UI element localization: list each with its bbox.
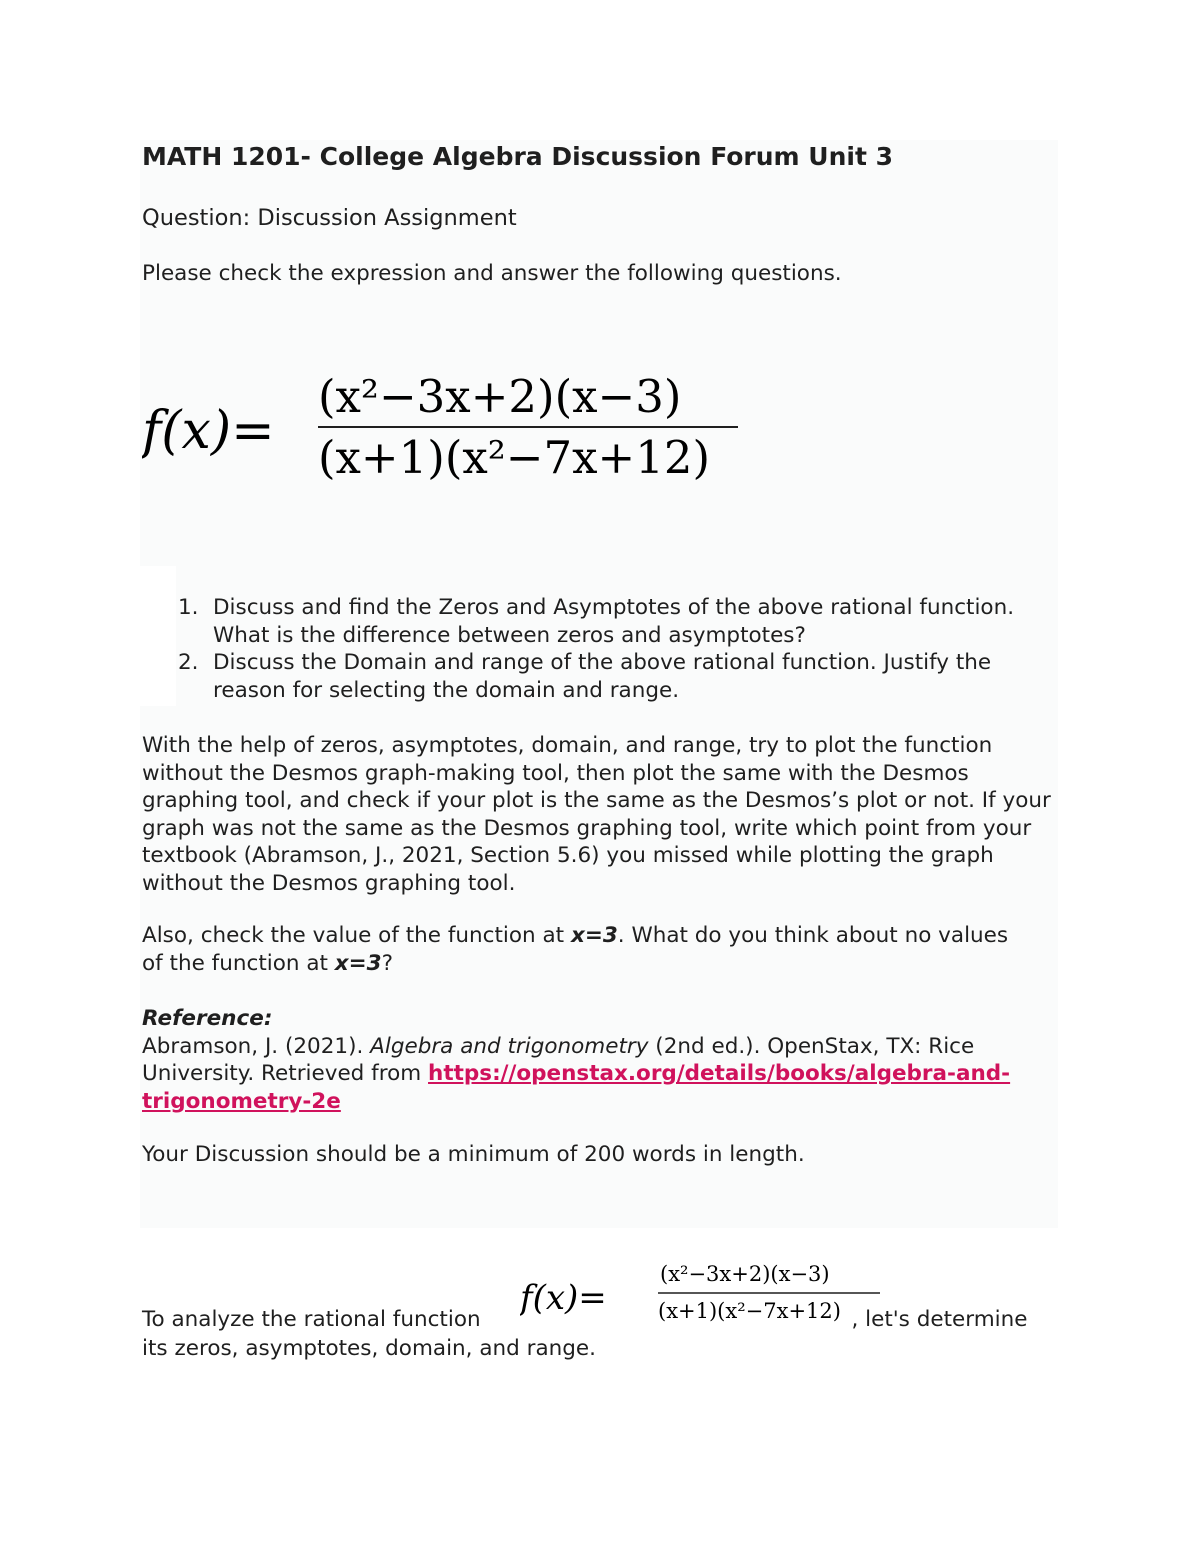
question-list [178, 594, 1038, 704]
background-gap [140, 566, 176, 706]
list-item-text: Discuss the Domain and range of the above rational function. Justify the reason for selecting the domain and range. [213, 650, 992, 703]
x-equals-3: x=3 [570, 923, 618, 948]
reference-book-title: Algebra and trigonometry [370, 1033, 649, 1059]
list-item [178, 594, 1038, 649]
also-text-2: . What do you think about no values of the function at [142, 923, 1009, 976]
also-text-1: Also, check the value of the function at [142, 923, 571, 948]
reference-paragraph [142, 1005, 1057, 1115]
also-text-3: ? [381, 950, 394, 976]
x-equals-3: x=3 [334, 950, 382, 976]
instructions-paragraph: With the help of zeros, asymptotes, domain, and range, try to plot the function without the Desmos graph-making tool, then plot the same with the Desmos graphing tool, and check if your plot is the same as the Desmos’s plot or not. If your graph was not the same as the Desmos graphing tool, write which point from your textbook (Abramson, J., 2021, Section 5.6) you missed while plotting the graph without the Desmos graphing tool. [142, 733, 1051, 896]
list-number: 2. [178, 650, 199, 675]
reference-rest: (2nd ed.). OpenStax, TX: Rice University. Retrieved from [142, 1033, 975, 1086]
list-item-text: Discuss and find the Zeros and Asymptotes of the above rational function. What is the difference between zeros and asymptotes? [213, 595, 1015, 648]
length-requirement: Your Discussion should be a minimum of 200 words in length. [142, 1142, 805, 1167]
analysis-text-after: , let's determine its zeros, asymptotes, domain, and range. [142, 1307, 1028, 1361]
formula-numerator: (x²−3x+2)(x−3) [660, 1262, 830, 1286]
page-title: MATH 1201- College Algebra Discussion Forum Unit 3 [142, 142, 894, 171]
formula-denominator: (x+1)(x²−7x+12) [318, 431, 711, 484]
question-heading [142, 202, 517, 234]
question-label: Question: [142, 205, 251, 231]
intro-text: Please check the expression and answer the following questions. [142, 261, 842, 286]
question-text: Discussion Assignment [250, 205, 517, 231]
list-number: 1. [178, 595, 199, 620]
formula-numerator: (x²−3x+2)(x−3) [318, 370, 682, 423]
formula-lhs: f(x)= [142, 401, 275, 461]
rational-function-formula [142, 360, 762, 490]
inline-rational-function-formula [520, 1254, 882, 1332]
reference-author: Abramson, J. (2021). [142, 1033, 371, 1059]
analysis-text-before: To analyze the rational function [142, 1307, 488, 1332]
reference-label: Reference: [142, 1006, 273, 1031]
list-item [178, 649, 1038, 704]
reference-link[interactable]: https://openstax.org/details/books/algebra-and-trigonometry-2e [142, 1061, 1011, 1114]
also-paragraph [142, 922, 1022, 977]
formula-denominator: (x+1)(x²−7x+12) [658, 1299, 841, 1323]
formula-lhs: f(x)= [520, 1278, 607, 1318]
